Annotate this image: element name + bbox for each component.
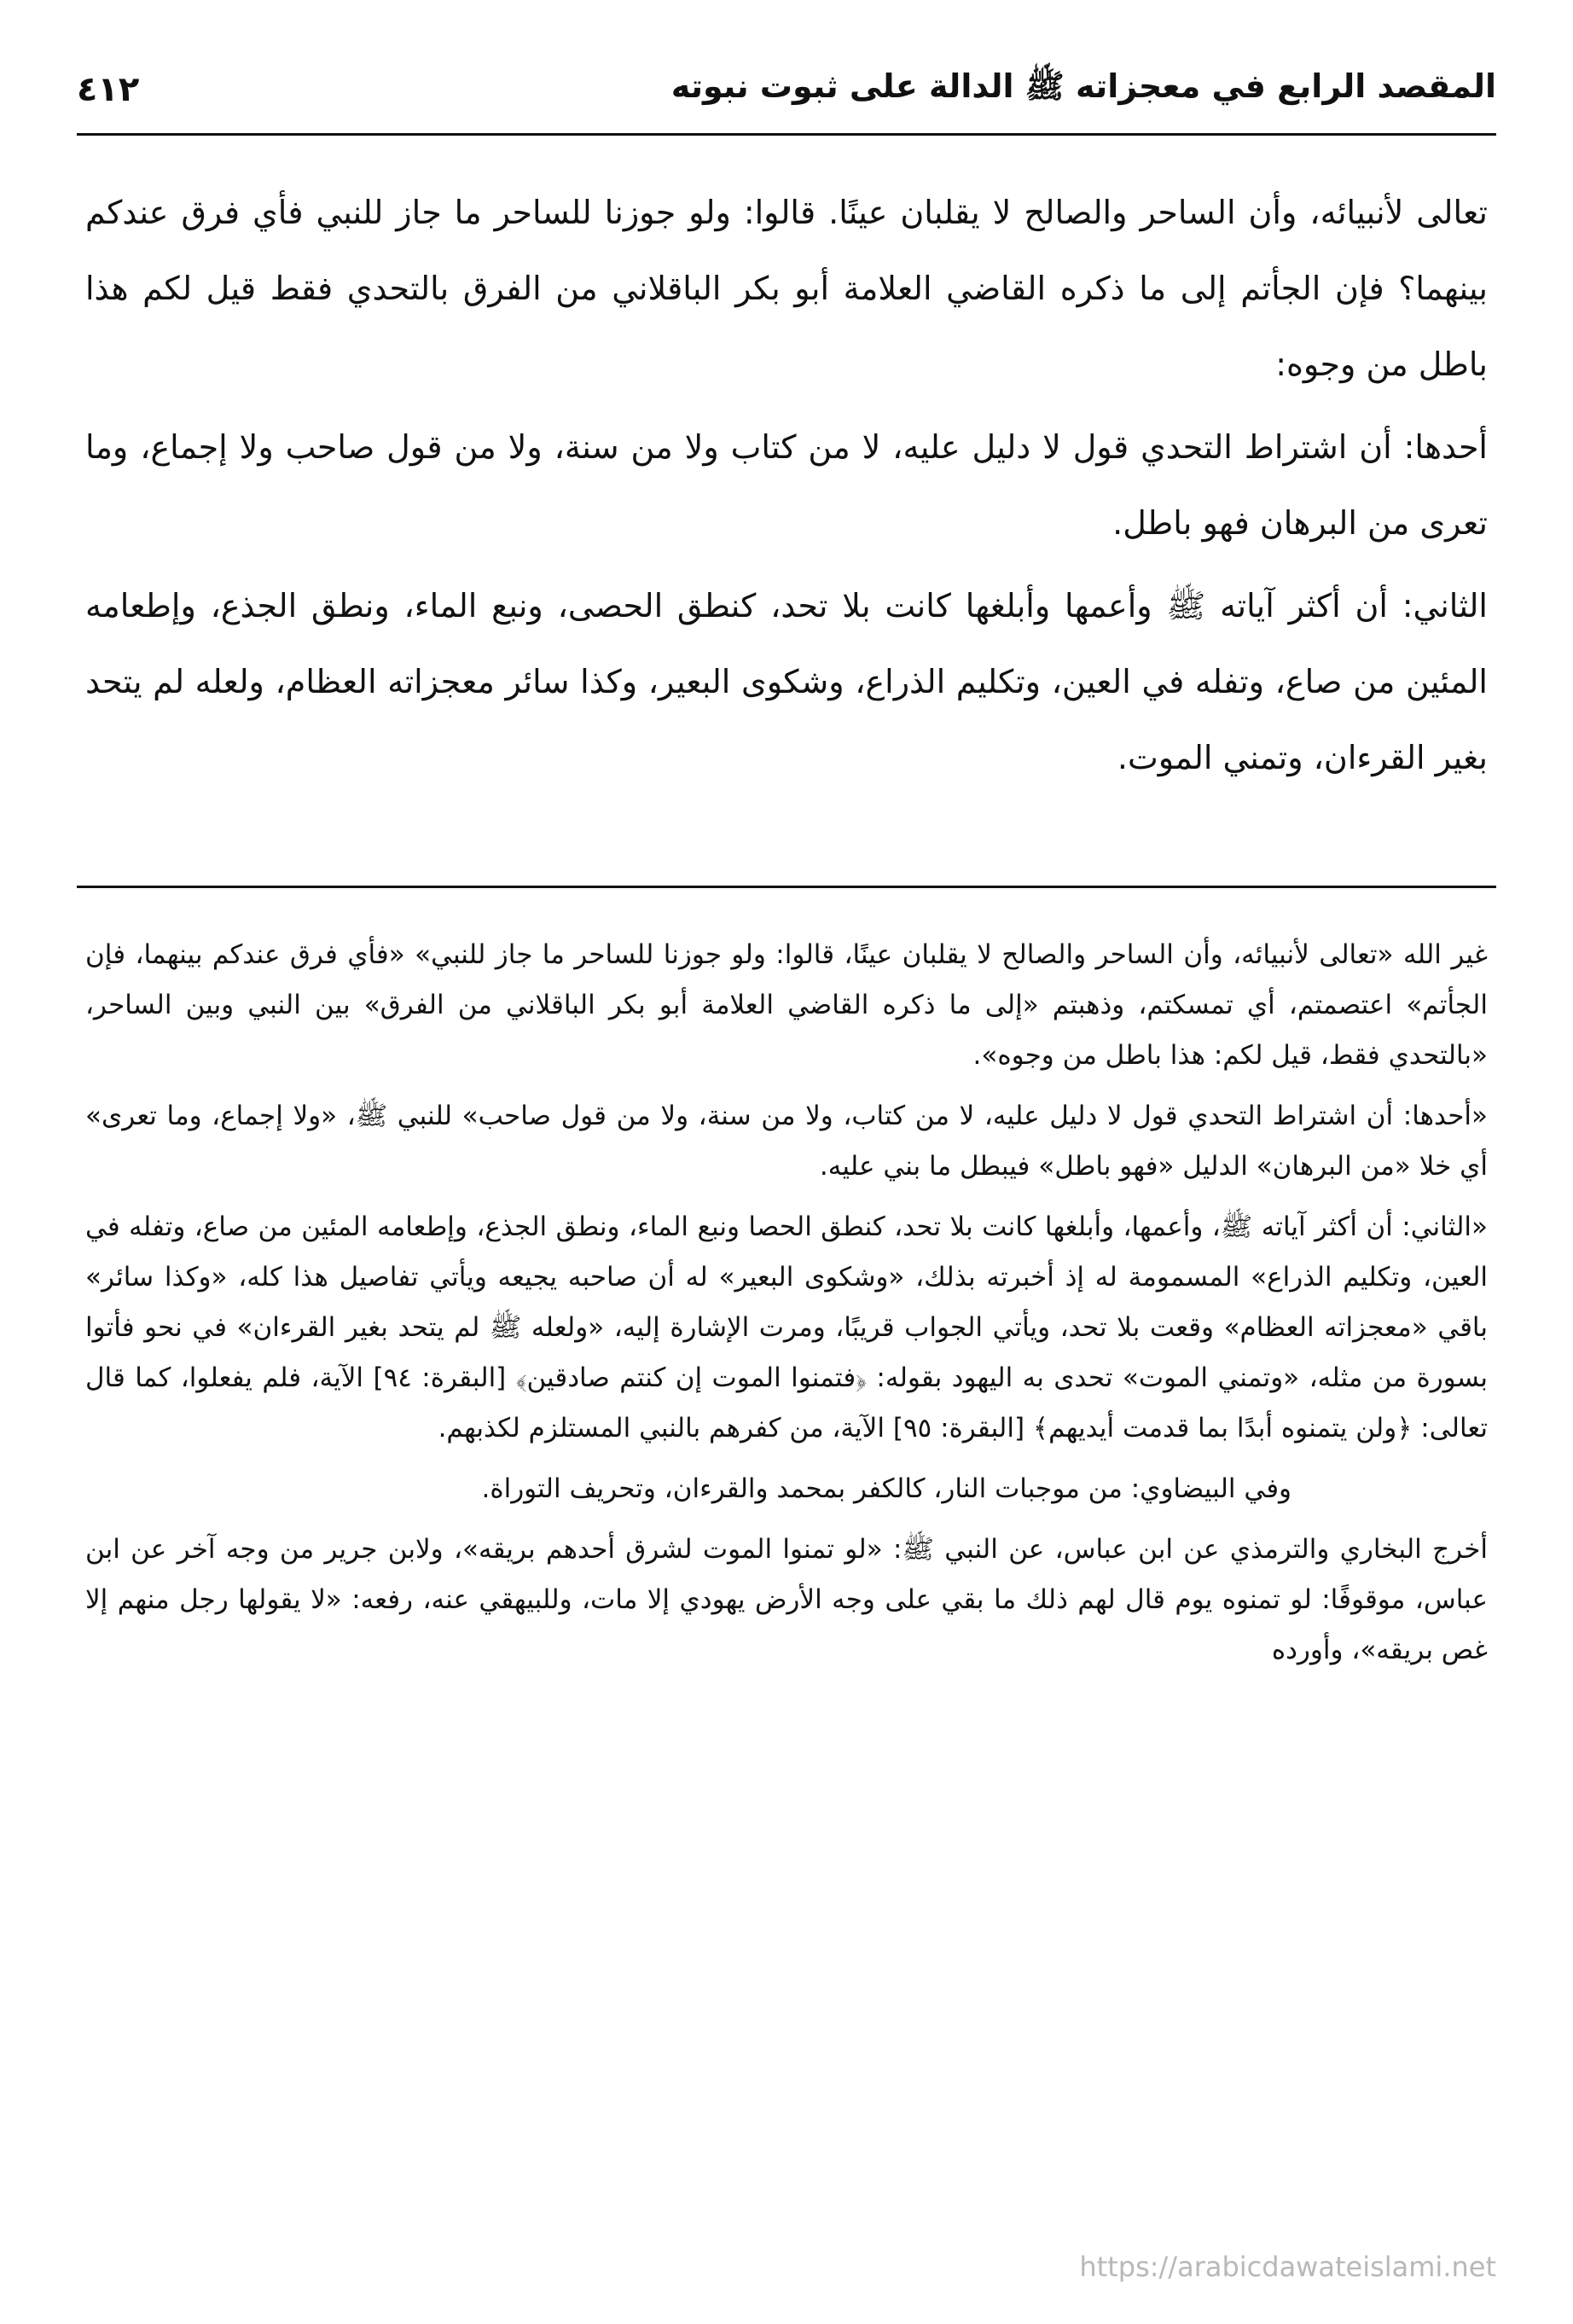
main-text-paragraph: تعالى لأنبيائه، وأن الساحر والصالح لا يقلبان عينًا. قالوا: ولو جوزنا للساحر ما جاز للنبي فأي فرق عندكم بينهما؟ فإن الجأتم إلى ما ذكره القاضي العلامة أبو بكر الباقلاني من الفرق بالتحدي فقط قيل لكم هذا باطل من وجوه: <box>85 194 1488 383</box>
page-header <box>77 60 1496 119</box>
main-text-paragraph: أحدها: أن اشتراط التحدي قول لا دليل عليه، لا من كتاب ولا من سنة، ولا من قول صاحب ولا إجماع، وما تعرى من البرهان فهو باطل. <box>85 428 1488 542</box>
commentary-paragraph: وفي البيضاوي: من موجبات النار، كالكفر بمحمد والقرءان، وتحريف التوراة. <box>481 1473 1291 1504</box>
main-text-paragraph: الثاني: أن أكثر آياته ﷺ وأعمها وأبلغها كانت بلا تحد، كنطق الحصى، ونبع الماء، ونطق الجذع، وإطعامه المئين من صاع، وتفله في العين، وتكليم الذراع، وشكوى البعير، وكذا سائر معجزاته العظام، ولعله لم يتحد بغير القرءان، وتمني الموت. <box>85 587 1488 776</box>
commentary-paragraph: «الثاني: أن أكثر آياته ﷺ، وأعمها، وأبلغها كانت بلا تحد، كنطق الحصا ونبع الماء، ونطق الجذع، وإطعامه المئين من صاع، وتفله في العين، وتكليم الذراع» المسمومة له إذ أخبرته بذلك، «وشكوى البعير» له أن صاحبه يجيعه ويأتي تفاصيل هذا كله، «وكذا سائر» باقي «معجزاته العظام» وقعت بلا تحد، ويأتي الجواب قريبًا، ومرت الإشارة إليه، «ولعله ﷺ لم يتحد بغير القرءان» في نحو فأتوا بسورة من مثله، «وتمني الموت» تحدى به اليهود بقوله: ﴿فتمنوا الموت إن كنتم صادقين﴾ [البقرة: ٩٤] الآية، فلم يفعلوا، كما قال تعالى: ﴿ولن يتمنوه أبدًا بما قدمت أيديهم﴾ [البقرة: ٩٥] الآية، من كفرهم بالنبي المستلزم لكذبهم. <box>85 1211 1488 1444</box>
commentary-text <box>85 930 1488 1676</box>
commentary-paragraph: غير الله «تعالى لأنبيائه، وأن الساحر والصالح لا يقلبان عينًا، قالوا: ولو جوزنا للساحر ما جاز للنبي» «فأي فرق عندكم بينهما، فإن الجأتم» اعتصمتم، أي تمسكتم، وذهبتم «إلى ما ذكره القاضي العلامة أبو بكر الباقلاني من الفرق» بين النبي وبين الساحر، «بالتحدي فقط، قيل لكم: هذا باطل من وجوه». <box>85 939 1488 1071</box>
commentary-paragraph: أخرج البخاري والترمذي عن ابن عباس، عن النبي ﷺ: «لو تمنوا الموت لشرق أحدهم بريقه»، ولابن جرير من وجه آخر عن ابن عباس، موقوفًا: لو تمنوه يوم قال لهم ذلك ما بقي على وجه الأرض يهودي إلا مات، وللبيهقي عنه، رفعه: «لا يقولها رجل منهم إلا غص بريقه»، وأورده <box>85 1534 1488 1665</box>
commentary-paragraph: «أحدها: أن اشتراط التحدي قول لا دليل عليه، لا من كتاب، ولا من سنة، ولا من قول صاحب» للنبي ﷺ، «ولا إجماع، وما تعرى» أي خلا «من البرهان» الدليل «فهو باطل» فيبطل ما بني عليه. <box>85 1101 1488 1182</box>
main-text <box>85 175 1488 796</box>
section-divider <box>77 886 1496 888</box>
page-number: ٤١٢ <box>77 70 140 109</box>
site-watermark: https://arabicdawateislami.net <box>1079 2251 1496 2283</box>
running-title: المقصد الرابع في معجزاته ﷺ الدالة على ثبوت نبوته <box>670 67 1496 105</box>
header-divider <box>77 133 1496 136</box>
